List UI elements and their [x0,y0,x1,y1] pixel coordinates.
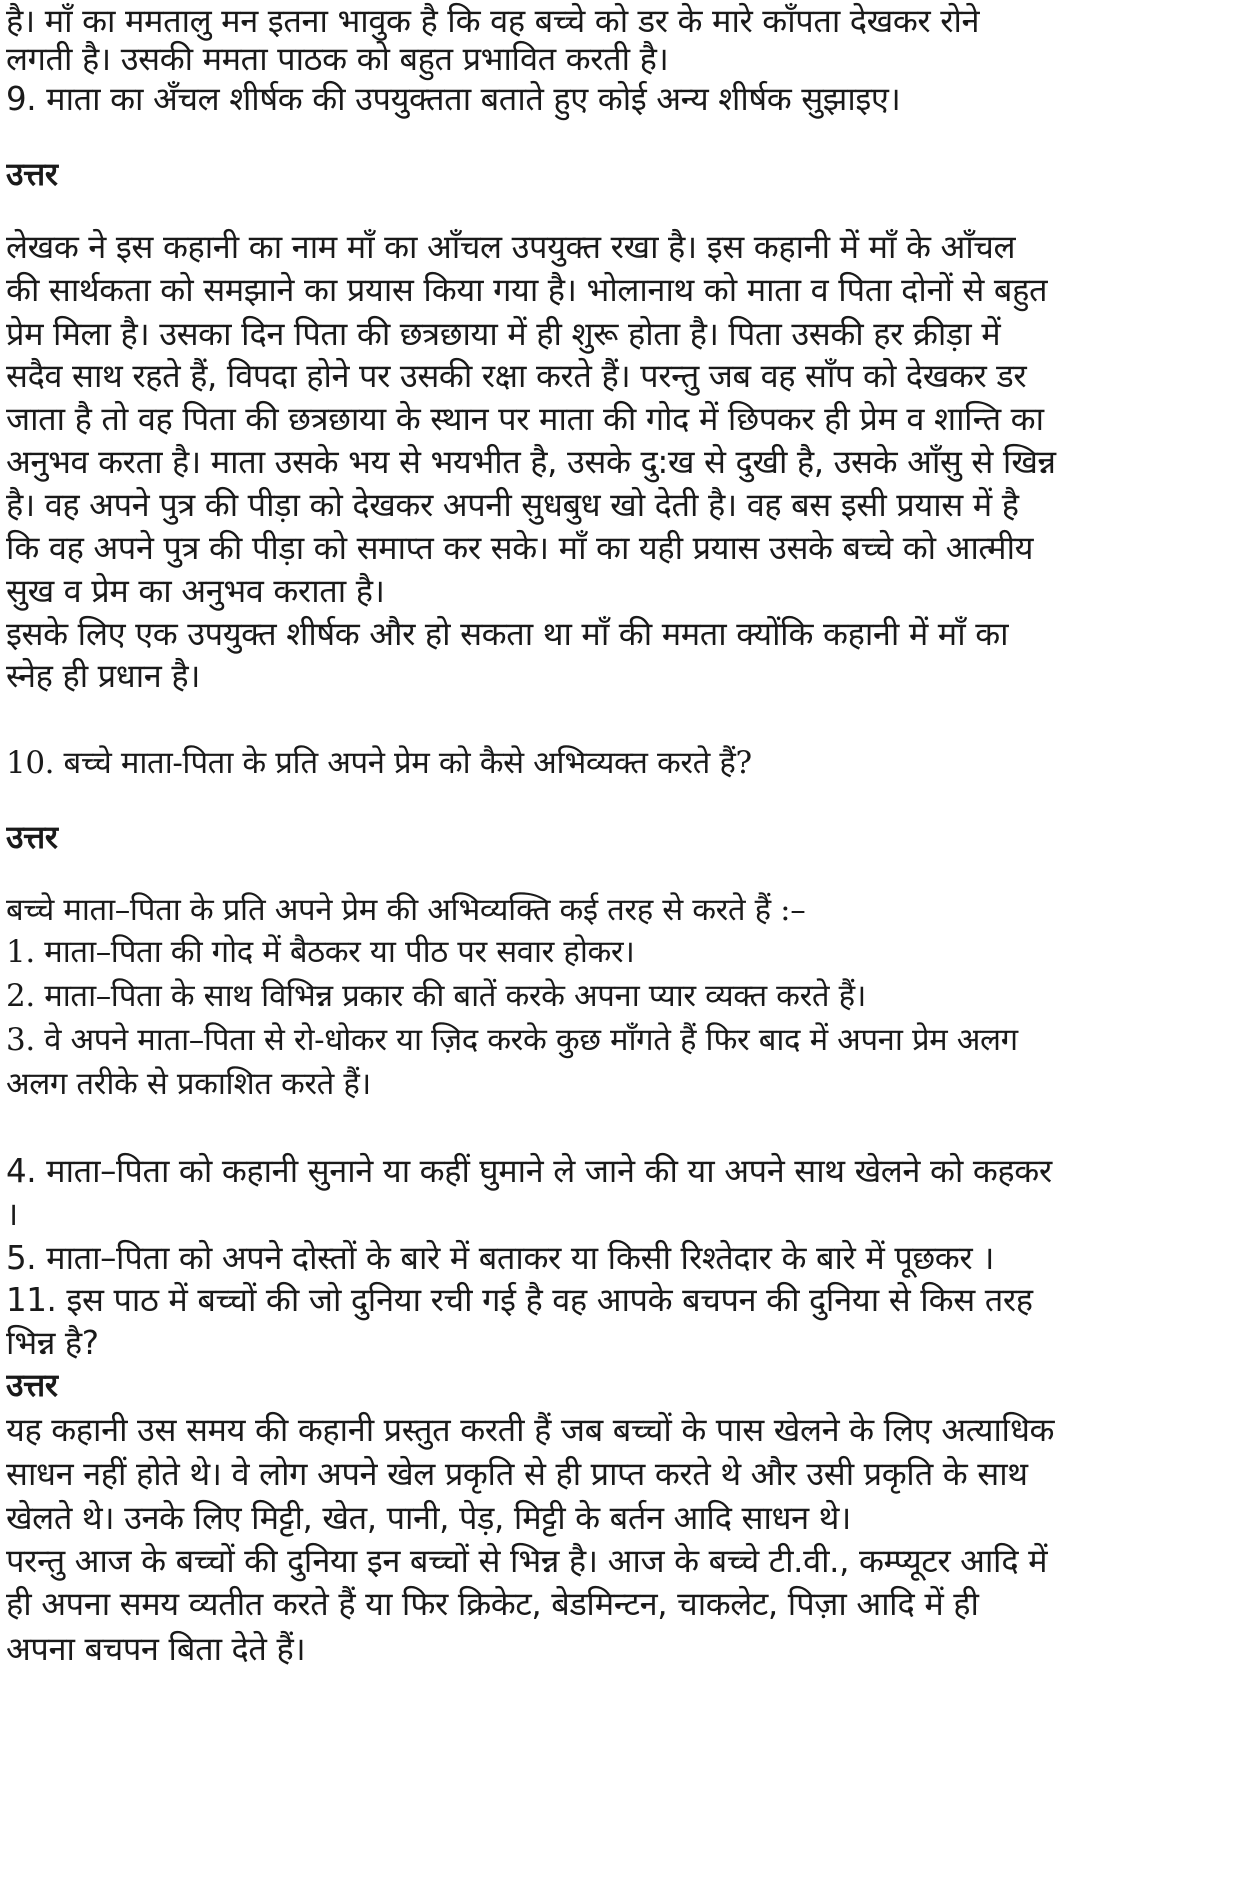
question-10: 10. बच्चे माता-पिता के प्रति अपने प्रेम को कैसे अभिव्यक्त करते हैं? [6,745,752,781]
list-item: 1. माता–पिता की गोद में बैठकर या पीठ पर सवार होकर। [6,934,635,970]
answer-heading: उत्तर [6,1366,58,1404]
text-line: प्रेम मिला है। उसका दिन पिता की छत्रछाया में ही शुरू होता है। पिता उसकी हर क्रीड़ा में [6,315,1001,353]
question-11: 11. इस पाठ में बच्चों की जो दुनिया रची गई है वह आपके बचपन की दुनिया से किस तरह [6,1281,1033,1319]
text-line: अपना बचपन बिता देते हैं। [6,1630,306,1668]
text-line: कि वह अपने पुत्र की पीड़ा को समाप्त कर सके। माँ का यही प्रयास उसके बच्चे को आत्मीय [6,529,1034,567]
text-line: इसके लिए एक उपयुक्त शीर्षक और हो सकता था माँ की ममता क्योंकि कहानी में माँ का [6,615,1009,653]
text-line: ही अपना समय व्यतीत करते हैं या फिर क्रिकेट, बेडमिन्टन, चाकलेट, पिज़ा आदि में ही [6,1585,979,1623]
list-item: 4. माता–पिता को कहानी सुनाने या कहीं घुमाने ले जाने की या अपने साथ खेलने को कहकर [6,1152,1052,1190]
text-line: सुख व प्रेम का अनुभव कराता है। [6,572,385,610]
text-line: । [6,1195,18,1233]
question-9: 9. माता का अँचल शीर्षक की उपयुक्तता बताते हुए कोई अन्य शीर्षक सुझाइए। [6,80,901,118]
text-line: की सार्थकता को समझाने का प्रयास किया गया है। भोलानाथ को माता व पिता दोनों से बहुत [6,271,1048,309]
text-line: खेलते थे। उनके लिए मिट्टी, खेत, पानी, पेड़, मिट्टी के बर्तन आदि साधन थे। [6,1499,851,1537]
list-item: 5. माता–पिता को अपने दोस्तों के बारे में बताकर या किसी रिश्तेदार के बारे में पूछकर । [6,1239,995,1277]
text-line: है। माँ का ममतालु मन इतना भावुक है कि वह बच्चे को डर के मारे काँपता देखकर रोने [6,2,980,40]
answer-heading: उत्तर [6,155,58,193]
text-line: यह कहानी उस समय की कहानी प्रस्तुत करती हैं जब बच्चों के पास खेलने के लिए अत्याधिक [6,1411,1055,1449]
text-line: जाता है तो वह पिता की छत्रछाया के स्थान पर माता की गोद में छिपकर ही प्रेम व शान्ति का [6,400,1044,438]
text-line: भिन्न है? [6,1324,99,1362]
text-line: सदैव साथ रहते हैं, विपदा होने पर उसकी रक्षा करते हैं। परन्तु जब वह साँप को देखकर डर [6,357,1027,395]
answer-heading: उत्तर [6,818,58,856]
text-line: अलग तरीके से प्रकाशित करते हैं। [6,1066,371,1102]
text-line: लगती है। उसकी ममता पाठक को बहुत प्रभावित करती है। [6,40,669,78]
text-line: परन्तु आज के बच्चों की दुनिया इन बच्चों से भिन्न है। आज के बच्चे टी.वी., कम्प्यूटर आदि में [6,1542,1048,1580]
text-line: स्नेह ही प्रधान है। [6,657,201,695]
list-item: 3. वे अपने माता–पिता से रो-धोकर या ज़िद करके कुछ माँगते हैं फिर बाद में अपना प्रेम अलग [6,1022,1018,1058]
text-line: साधन नहीं होते थे। वे लोग अपने खेल प्रकृति से ही प्राप्त करते थे और उसी प्रकृति के साथ [6,1455,1028,1493]
list-item: 2. माता–पिता के साथ विभिन्न प्रकार की बातें करके अपना प्यार व्यक्त करते हैं। [6,978,867,1014]
text-line: अनुभव करता है। माता उसके भय से भयभीत है, उसके दु:ख से दुखी है, उसके आँसु से खिन्न [6,443,1056,481]
text-line: लेखक ने इस कहानी का नाम माँ का आँचल उपयुक्त रखा है। इस कहानी में माँ के आँचल [6,228,1016,266]
text-line: बच्चे माता–पिता के प्रति अपने प्रेम की अभिव्यक्ति कई तरह से करते हैं :– [6,892,806,928]
text-line: है। वह अपने पुत्र की पीड़ा को देखकर अपनी सुधबुध खो देती है। वह बस इसी प्रयास में है [6,486,1019,524]
